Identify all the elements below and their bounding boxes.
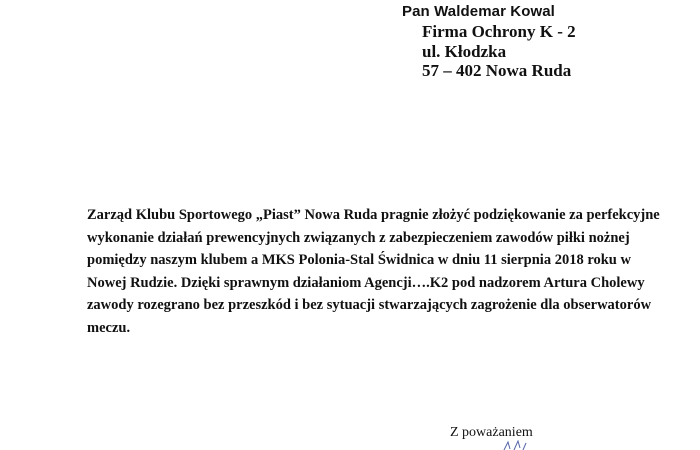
body-line: Nowej Rudzie. Dzięki sprawnym działaniom Agencji….K2 pod nadzorem Artura Cholewy (87, 274, 645, 291)
addressee-name: Pan Waldemar Kowal (402, 3, 555, 20)
body-line: wykonanie działań prewencyjnych związanych z zabezpieczeniem zawodów piłki nożnej (87, 229, 630, 246)
body-line: pomiędzy naszym klubem a MKS Polonia-Stal Świdnica w dniu 11 sierpnia 2018 roku w (87, 252, 631, 269)
addressee-company: Firma Ochrony K - 2 (422, 22, 576, 41)
addressee-street: ul. Kłodzka (422, 42, 507, 61)
addressee-city: 57 – 402 Nowa Ruda (422, 61, 572, 80)
signature-mark (500, 440, 530, 450)
letter-body (87, 204, 667, 340)
body-line: zawody rozegrano bez przeszkód i bez sytuacji stwarzających zagrożenie dla obserwatorów (87, 297, 652, 314)
closing-salutation: Z poważaniem (450, 425, 533, 440)
body-line: meczu. (87, 319, 131, 336)
body-line: Zarząd Klubu Sportowego „Piast” Nowa Ruda pragnie złożyć podziękowanie za perfekcyjne (87, 207, 660, 223)
